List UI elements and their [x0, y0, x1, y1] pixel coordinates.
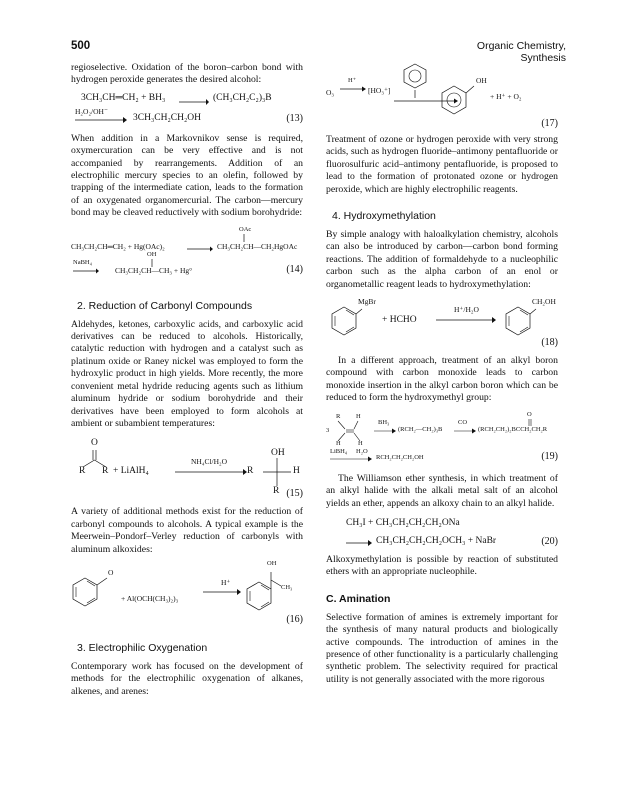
eq-atom: H — [336, 439, 341, 447]
eq-atom: OH — [267, 559, 277, 567]
paragraph: regioselective. Oxidation of the boron–carbon bond with hydrogen peroxide generates the desired alcohol: — [71, 62, 303, 86]
eq-reagent: LiBH₄ — [330, 447, 348, 455]
eq-atom: CH₃ — [281, 583, 293, 591]
equation-15 — [71, 436, 303, 506]
reaction-arrow — [203, 589, 241, 595]
reaction-arrow — [330, 456, 372, 462]
eq-product: CH₃CH₂CH—CH₃ + Hg° — [115, 265, 193, 275]
eq-reactants: 3CH₃CH═CH₂ + BH₃ — [81, 92, 166, 103]
eq-atom: R — [336, 412, 341, 420]
eq-product: CH₃CH₂CH—CH₂HgOAc — [217, 241, 298, 251]
paragraph: Aldehydes, ketones, carboxylic acids, and carboxylic acid derivatives can be reduced to alcohols. Historically, catalytic reduction with hydrogen and a catalyst such as platinum oxide or Raney nickel was employed to form the hydroxylic product in high yields. More recently, the more convenient metal hydride reducing agents such as lithium aluminum hydride or sodium borohydride and their derivatives have been employed to form alcohols at ambient or subambient temperatures: — [71, 318, 303, 429]
running-title: Organic Chemistry, Synthesis — [476, 40, 566, 64]
phenylmagnesium-structure — [330, 301, 364, 337]
page-number: 500 — [71, 40, 91, 52]
eq-product: (CH₃CH₂C₂)₃B — [213, 92, 272, 103]
eq-reagent: NaBH₄ — [73, 258, 92, 266]
equation-17 — [326, 62, 558, 134]
phenol-structure — [440, 80, 480, 120]
equation-number: (19) — [541, 450, 558, 462]
equation-number: (20) — [541, 535, 558, 547]
eq-product: RCH₂CH₂CH₂OH — [376, 453, 424, 461]
paragraph: Contemporary work has focused on the development of methods for the electrophilic oxygenation of alkanes, alkenes, and arenes: — [71, 660, 303, 697]
eq-reagent: + LiAlH₄ — [113, 466, 149, 477]
eq-reagent: H₂O₂/OH⁻ — [75, 106, 108, 116]
paragraph: The Williamson ether synthesis, in which treatment of an alkyl halide with the alkali metal salt of an alcohol yields an ether, appends an alkoxy chain to an alkyl halide. — [326, 472, 558, 509]
eq-products: CH₃CH₂CH₂CH₂OCH₃ + NaBr — [376, 535, 497, 546]
eq-product: 3CH₃CH₂CH₂OH — [133, 112, 201, 123]
benzene-structure — [402, 62, 428, 90]
reaction-arrow — [175, 469, 247, 475]
paragraph: When addition in a Markovnikov sense is required, oxymercuration can be very effective and is not accompanied by rearrangements. Addition of an electrophilic mercury species to an olefin, followed by trapping of the intermediate cation, leads to the formation of an oxygenated organomercurial. The carbon—mercury bond may be cleaved reductively with sodium borohydride: — [71, 132, 303, 219]
eq-atom: O — [91, 438, 98, 449]
eq-conditions: NH₄Cl/H₂O — [191, 457, 228, 467]
paragraph: By simple analogy with haloalkylation chemistry, alcohols can also be introduced by carbon—carbon bond forming reactions. The addition of formaldehyde to a nucleophilic carbon such as the alpha carbon of an enol or organometallic reagent leads to hydroxymethylation: — [326, 229, 558, 290]
reaction-arrow — [73, 268, 99, 274]
left-column — [71, 62, 303, 704]
eq-atom: O — [527, 410, 532, 418]
equation-number: (15) — [286, 488, 303, 500]
equation-number: (18) — [541, 337, 558, 349]
eq-atom: OH — [271, 448, 285, 459]
paragraph: Selective formation of amines is extremely important for the synthesis of many natural products and biologically active compounds. The introduction of amines in the presence of other functionality is a particularly challenging synthetic problem. The selectivity required for practical utility is not generally associated with the more rigorous — [326, 611, 558, 685]
eq-atom: H — [358, 439, 363, 447]
eq-conditions: H⁺ — [348, 77, 357, 84]
eq-atom: OH — [476, 76, 487, 85]
paragraph: In a different approach, treatment of an alkyl boron compound with carbon monoxide leads to carbon monoxide insertion in the alkyl carbon boron which can be reduced to form the hydroxymethyl group: — [326, 355, 558, 404]
eq-reagent: CO — [458, 418, 468, 426]
reaction-arrow — [374, 428, 396, 434]
section-heading: C. Amination — [326, 592, 391, 605]
equation-14 — [71, 226, 303, 286]
eq-intermediate: (RCH₂—CH₂)₃B — [398, 425, 443, 433]
reaction-arrow — [454, 428, 476, 434]
eq-conditions: H⁺ — [221, 577, 231, 587]
eq-atom: H — [293, 466, 300, 477]
eq-atom: H — [356, 412, 361, 420]
eq-reagent: BH₃ — [378, 418, 390, 426]
eq-conditions: H⁺/H₂O — [454, 305, 479, 315]
reaction-arrow — [75, 117, 127, 123]
paragraph: Alkoxymethylation is possible by reaction of substituted ethers with an appropriate nucleophile. — [326, 553, 558, 578]
eq-atom: O — [108, 567, 114, 577]
benzyl-alcohol-structure — [504, 301, 538, 337]
eq-substituent: OH — [147, 250, 157, 258]
eq-atom: MgBr — [358, 297, 376, 307]
reaction-arrow — [436, 317, 496, 323]
eq-atom: R — [102, 466, 109, 477]
equation-16 — [71, 559, 303, 628]
alcohol-structure — [257, 458, 291, 488]
paragraph: Treatment of ozone or hydrogen peroxide with very strong acids, such as hydrogen fluoride–antimony pentafluoride or fluorosulfuric acid–antimony pentafluoride, is proposed to lead to the formation of protonated ozone or hydrogen peroxide, which are highly electrophilic reagents. — [326, 134, 558, 195]
equation-13 — [71, 93, 303, 133]
eq-atom: R — [79, 466, 86, 477]
equation-number: (16) — [286, 613, 303, 625]
reaction-arrow — [179, 99, 209, 105]
eq-products: + H⁺ + O₂ — [490, 92, 522, 101]
eq-atom: R — [247, 466, 254, 477]
eq-atom: R — [273, 486, 280, 497]
eq-intermediate: [HO₃⁺] — [368, 86, 391, 95]
section-heading: 3. Electrophilic Oxygenation — [77, 641, 208, 654]
equation-19 — [326, 411, 558, 473]
eq-reactant: O₃ — [326, 88, 335, 97]
eq-coefficient: 3 — [326, 426, 330, 434]
eq-reactants: CH₃I + CH₃CH₂CH₂CH₂ONa — [346, 517, 460, 528]
section-heading: 4. Hydroxymethylation — [332, 210, 436, 223]
equation-number: (17) — [541, 118, 558, 129]
right-column — [326, 62, 558, 692]
equation-number: (13) — [286, 112, 303, 124]
equation-20 — [326, 516, 558, 554]
equation-18 — [326, 297, 558, 355]
eq-reagent: + Al(OCH(CH₃)₂)₃ — [121, 593, 179, 603]
reaction-arrow — [340, 86, 366, 92]
paragraph: A variety of additional methods exist for the reduction of carbonyl compounds to alcohols. A typical example is the Meerwein–Pondorf–Verley reduction of carbonyls with aluminum alkoxides: — [71, 506, 303, 555]
bond — [243, 234, 245, 242]
equation-number: (14) — [286, 263, 303, 275]
eq-reagent: + HCHO — [382, 315, 417, 326]
eq-product: (RCH₂CH₂)₂BCCH₂CH₂R — [478, 425, 548, 433]
eq-substituent: OAc — [239, 225, 252, 233]
eq-reactants: CH₃CH₂CH═CH₂ + Hg(OAc)₂ — [71, 241, 165, 251]
eq-reagent: H₂O — [356, 447, 368, 455]
section-heading: 2. Reduction of Carbonyl Compounds — [77, 299, 253, 312]
reaction-arrow — [346, 540, 372, 546]
eq-atom: CH₂OH — [532, 297, 556, 307]
reaction-arrow — [187, 246, 213, 252]
